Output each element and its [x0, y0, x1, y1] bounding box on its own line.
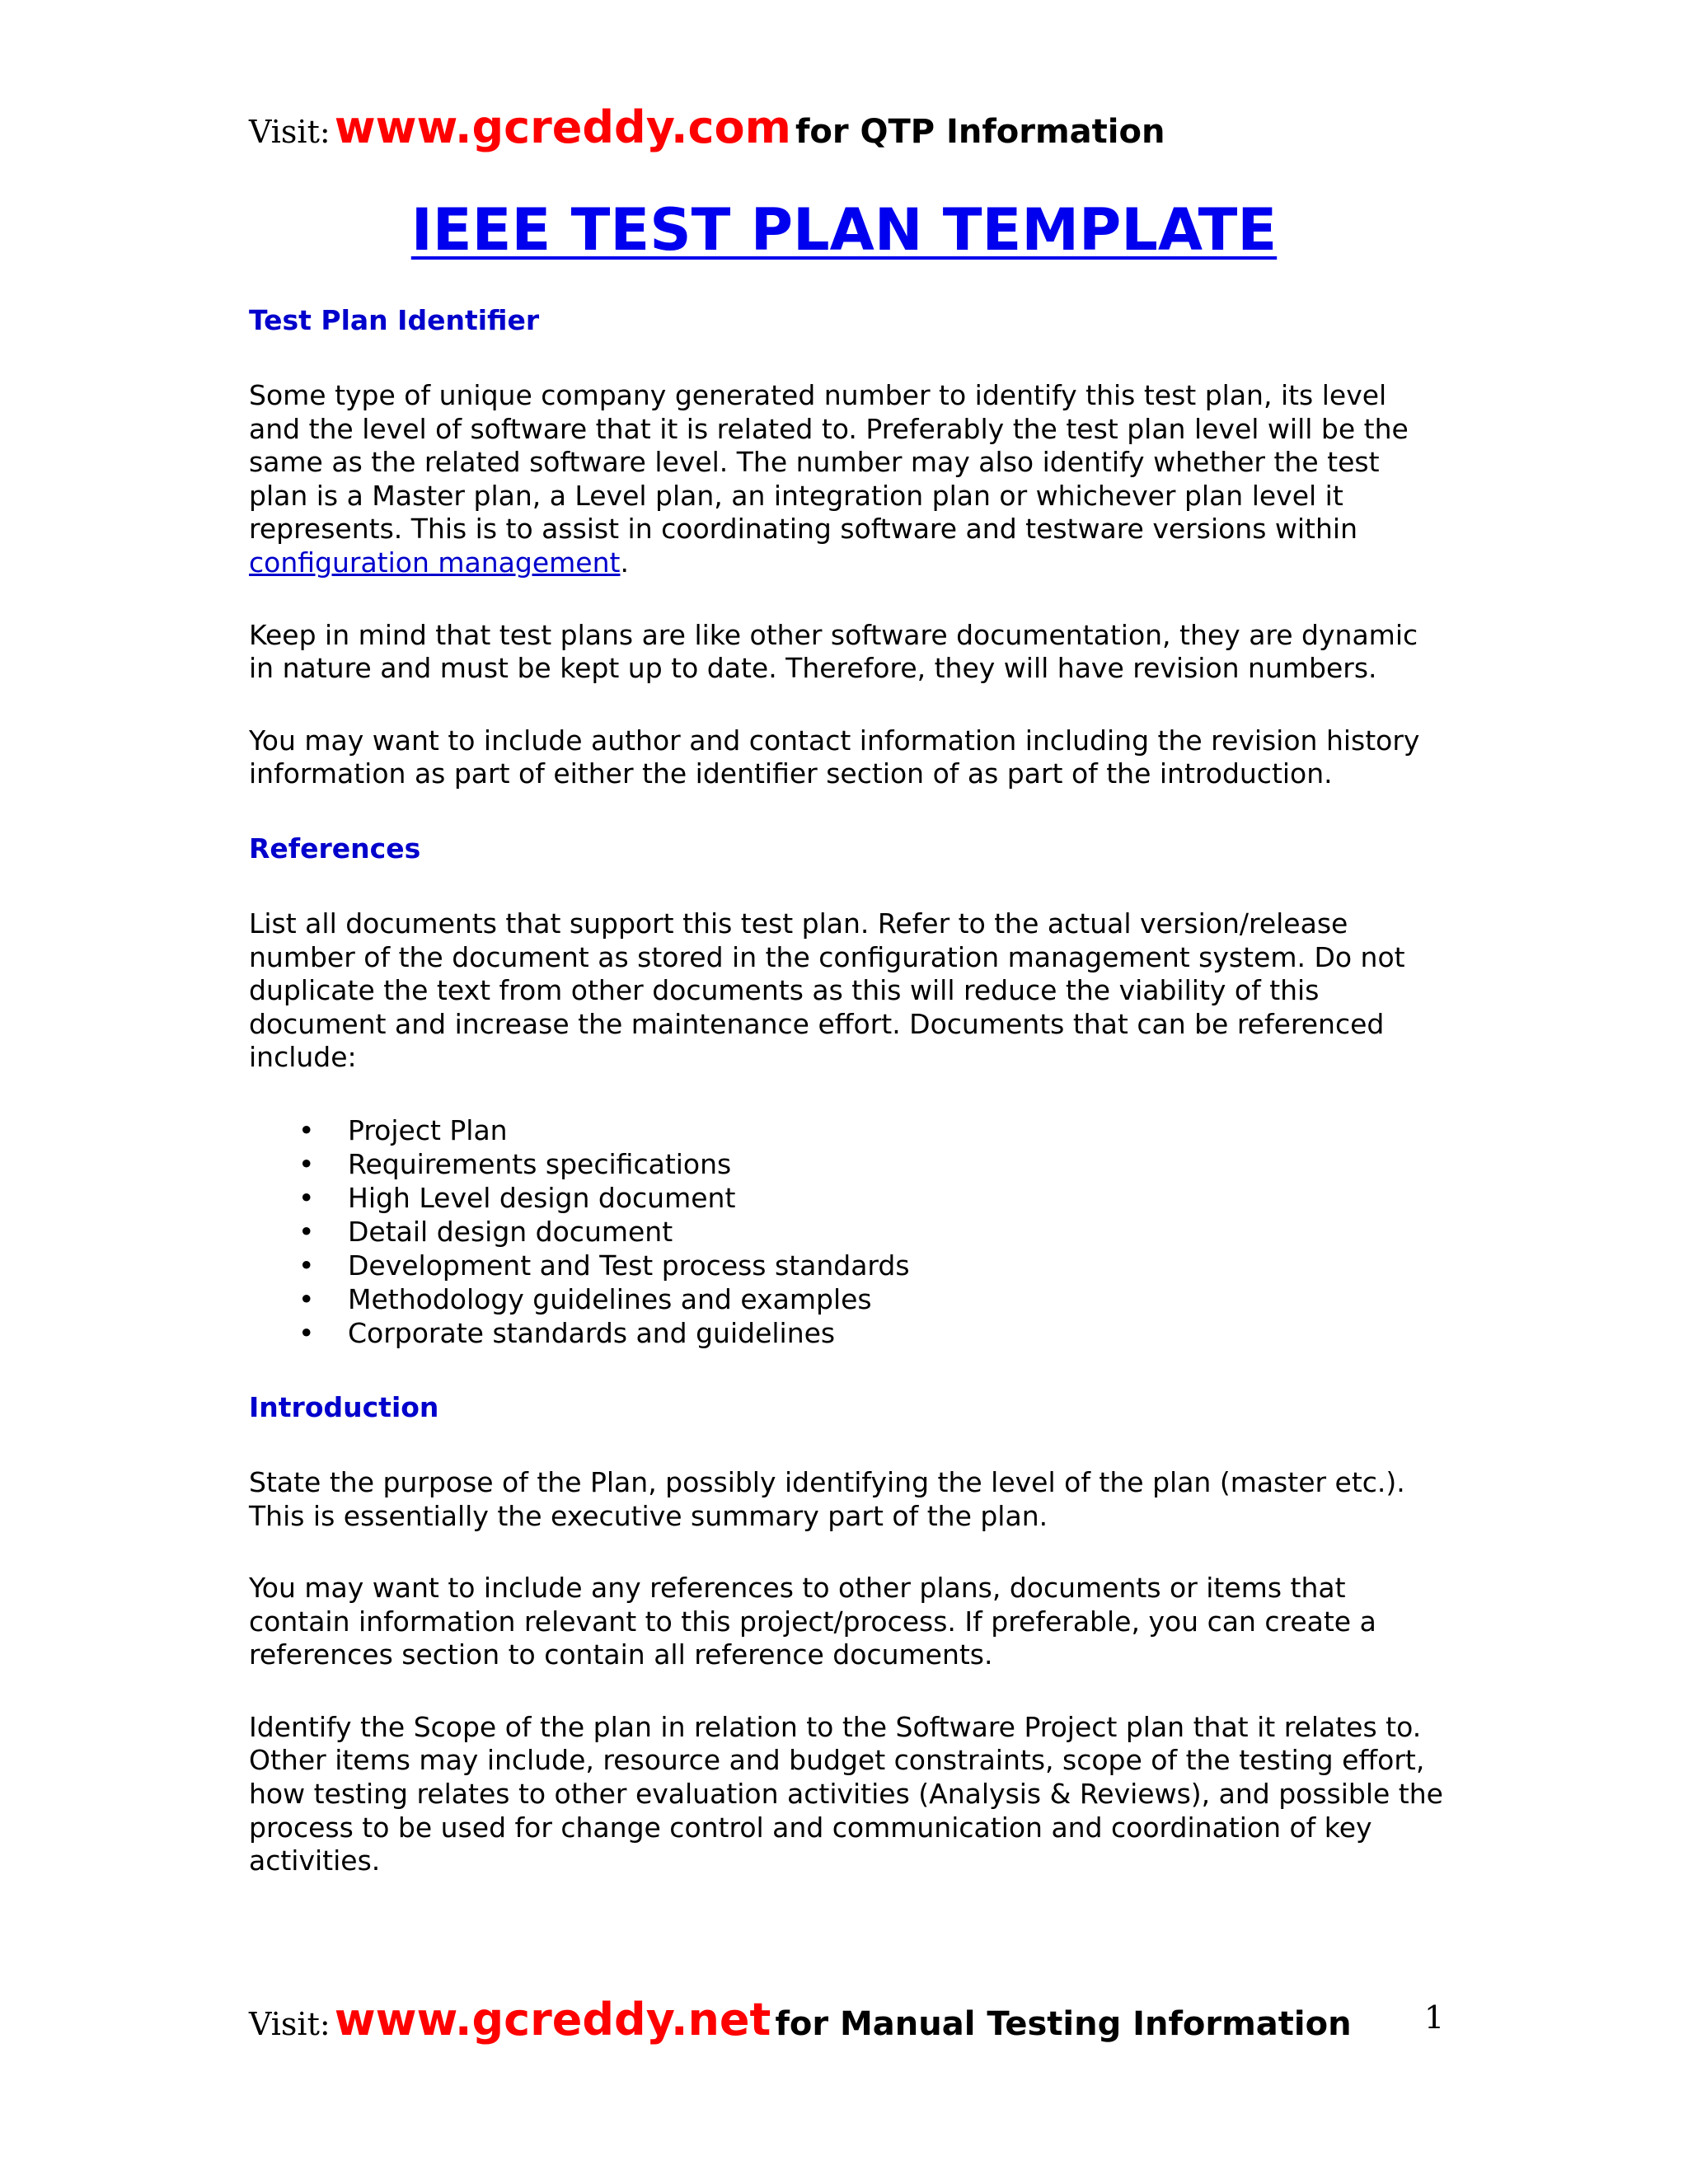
- footer-site-link[interactable]: www.gcreddy.net: [334, 1994, 771, 2046]
- list-item-text: High Level design document: [348, 1181, 736, 1214]
- bullet-icon: •: [298, 1316, 315, 1349]
- bullet-icon: •: [298, 1113, 315, 1146]
- identifier-paragraph-2: Keep in mind that test plans are like other software documentation, they are dynamic in nature and must be kept up to date. Therefore, they will have revision numbers.: [249, 618, 1418, 685]
- bullet-icon: •: [298, 1181, 315, 1214]
- identifier-paragraph-1-text: Some type of unique company generated number to identify this test plan, its level and the level of software that it is related to. Preferably the test plan level will be the same as the related software level. The number may also identify whether the test plan is a Master plan, a Level plan, an integration plan or whichever plan level it represents. This is to assist in coordinating software and testware versions within: [249, 379, 1409, 546]
- list-item-text: Requirements specifications: [348, 1147, 732, 1180]
- introduction-paragraph-3: Identify the Scope of the plan in relation to the Software Project plan that it relates to. Other items may include, resource and budget constraints, scope of the testing effort, how testing relates to other evaluation activities (Analysis & Reviews), and possible the process to be used for change control and communication and coordination of key activities.: [249, 1710, 1443, 1877]
- references-list: [249, 1113, 1444, 1350]
- document-title: IEEE TEST PLAN TEMPLATE: [410, 196, 1278, 264]
- list-item: [249, 1147, 1444, 1181]
- references-paragraph-1: List all documents that support this test plan. Refer to the actual version/release number of the document as stored in the configuration management system. Do not duplicate the text from other documents as this will reduce the viability of this document and increase the maintenance effort. Documents that can be referenced include:: [249, 907, 1405, 1074]
- heading-references: References: [249, 832, 421, 865]
- heading-introduction: Introduction: [249, 1390, 439, 1423]
- header-site-link[interactable]: www.gcreddy.com: [334, 101, 791, 153]
- heading-test-plan-identifier: Test Plan Identifier: [249, 304, 540, 336]
- header-tail-text: for QTP Information: [795, 113, 1165, 151]
- page-footer: [249, 1994, 1352, 2046]
- footer-tail-text: for Manual Testing Information: [775, 2005, 1352, 2043]
- page-number: 1: [1424, 1999, 1445, 2036]
- configuration-management-link[interactable]: configuration management: [249, 546, 621, 579]
- list-item: [249, 1249, 1444, 1282]
- identifier-paragraph-1-end: .: [620, 546, 629, 579]
- list-item-text: Development and Test process standards: [348, 1249, 910, 1282]
- list-item: [249, 1113, 1444, 1147]
- identifier-paragraph-1: [249, 379, 1444, 580]
- page-header: [249, 101, 1165, 153]
- bullet-icon: •: [298, 1282, 315, 1315]
- list-item: [249, 1316, 1444, 1350]
- header-visit-label: Visit:: [249, 114, 331, 150]
- introduction-paragraph-2: You may want to include any references to other plans, documents or items that contain information relevant to this project/process. If preferable, you can create a references section to contain all reference documents.: [249, 1572, 1376, 1671]
- bullet-icon: •: [298, 1147, 315, 1180]
- document-body: [249, 302, 1444, 1917]
- list-item-text: Methodology guidelines and examples: [348, 1282, 872, 1315]
- list-item: [249, 1282, 1444, 1316]
- list-item-text: Corporate standards and guidelines: [348, 1316, 836, 1349]
- list-item: [249, 1215, 1444, 1249]
- list-item-text: Detail design document: [348, 1215, 673, 1248]
- introduction-paragraph-1: State the purpose of the Plan, possibly identifying the level of the plan (master etc.). This is essentially the executive summary part of the plan.: [249, 1465, 1405, 1532]
- footer-visit-label: Visit:: [249, 2006, 331, 2042]
- list-item-text: Project Plan: [348, 1113, 508, 1146]
- identifier-paragraph-3: You may want to include author and contact information including the revision history information as part of either the identifier section of as part of the introduction.: [249, 724, 1420, 790]
- bullet-icon: •: [298, 1249, 315, 1282]
- list-item: [249, 1181, 1444, 1215]
- bullet-icon: •: [298, 1215, 315, 1248]
